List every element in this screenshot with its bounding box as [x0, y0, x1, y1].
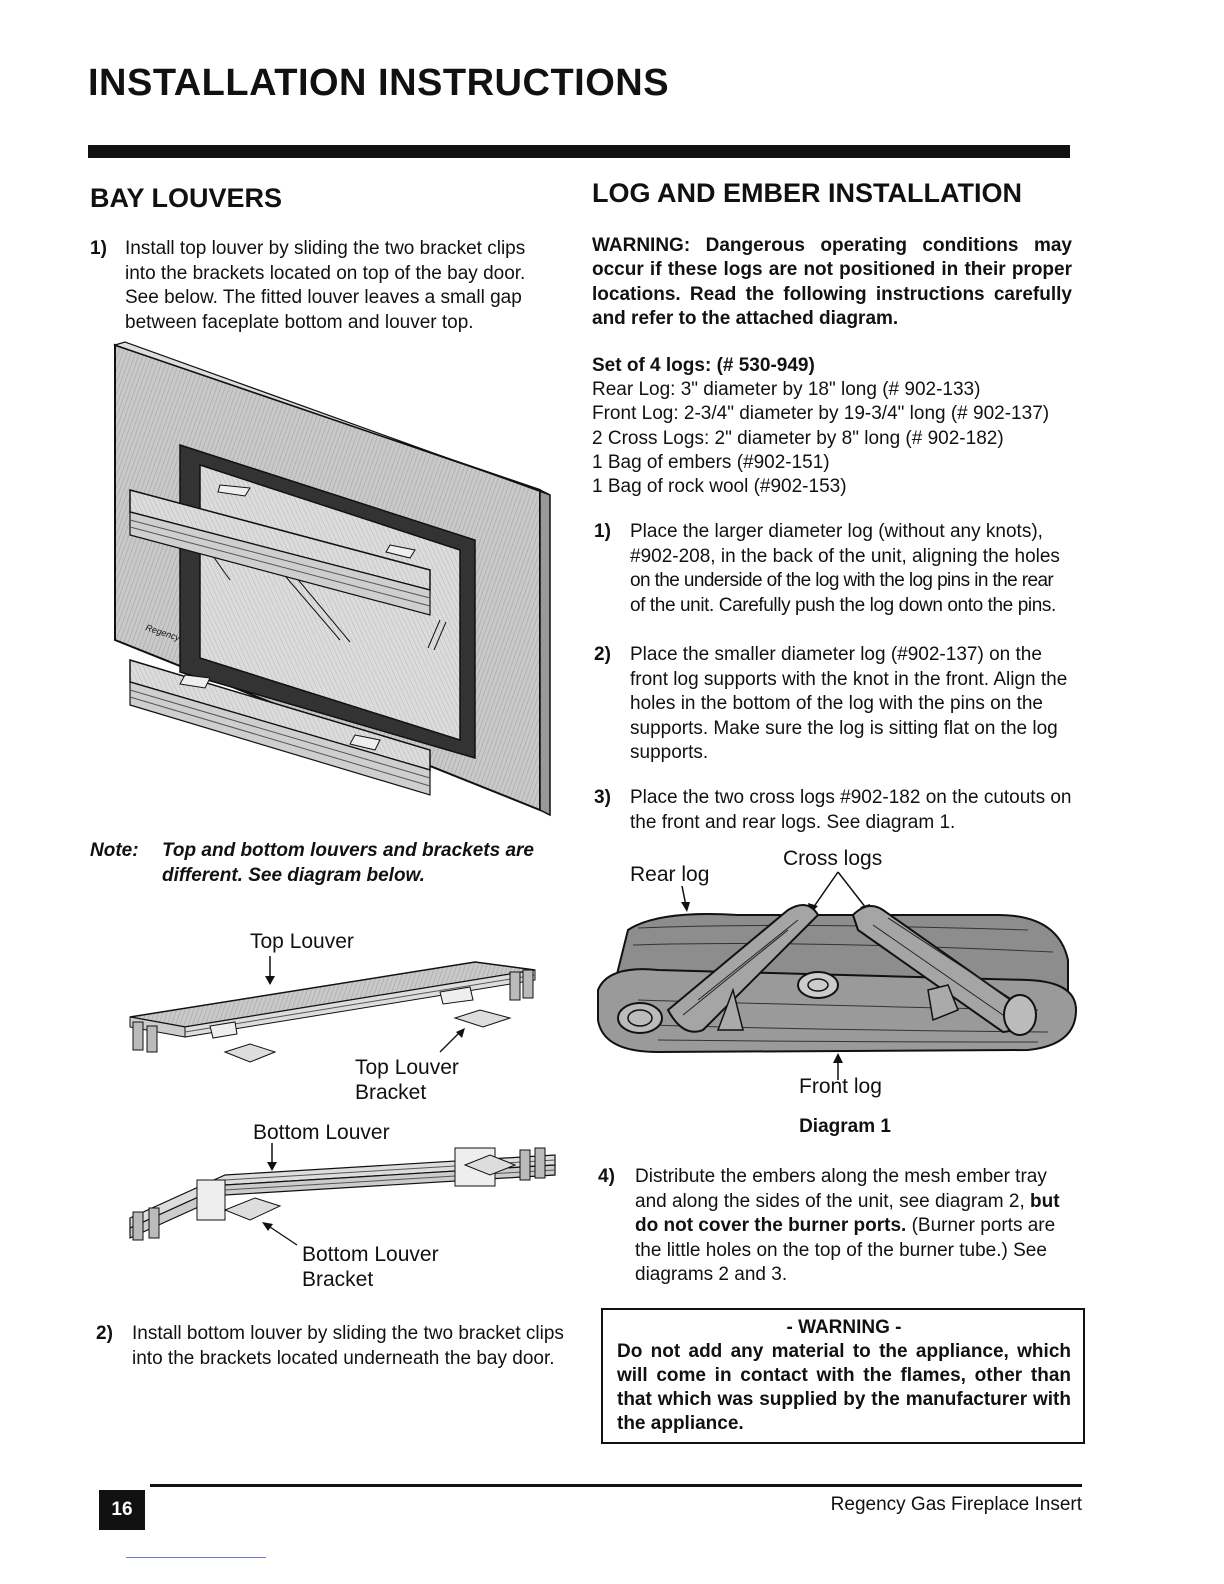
page-title: INSTALLATION INSTRUCTIONS: [88, 62, 670, 104]
text-line: into the brackets located underneath the bay door.: [132, 1347, 555, 1369]
bottom-louver-bracket-label: [302, 1242, 439, 1292]
header-rule: [88, 145, 1070, 158]
louver-note: [90, 838, 580, 888]
warning-body: Do not add any material to the appliance, which will come in contact with the flames, other than that which was supplied by the manufacturer with the appliance.: [617, 1341, 1071, 1434]
text-line: front log supports with the knot in the front. Align the: [630, 668, 1068, 690]
warning-box: [601, 1308, 1085, 1444]
step-number: 4): [598, 1166, 615, 1187]
step-number: 2): [594, 644, 611, 665]
log-set-title: Set of 4 logs: (# 530-949): [592, 355, 815, 376]
text-line: [635, 1214, 1060, 1239]
note-label: Note:: [90, 840, 139, 861]
text-line: [635, 1190, 1060, 1215]
svg-text:Regency: Regency: [144, 622, 182, 643]
text-line: See below. The fitted louver leaves a small gap: [125, 287, 522, 308]
cross-logs-label: Cross logs: [783, 847, 883, 870]
log-warning-text: WARNING: Dangerous operating conditions may occur if these logs are not positioned in their proper locations. Read the following instructions carefully and refer to the attached diagram.: [592, 235, 1072, 329]
label-line: Bottom Louver: [302, 1243, 439, 1266]
fireplace-insert-illustration: [110, 340, 550, 818]
text-emphasis: do not cover the burner ports.: [635, 1215, 907, 1236]
text-line: Distribute the embers along the mesh ember tray: [635, 1166, 1047, 1187]
note-text: Top and bottom louvers and brackets are: [162, 840, 534, 861]
text-line: of the unit. Carefully push the log down onto the pins.: [630, 594, 1056, 616]
log-set-list: [592, 354, 1049, 499]
front-log-label: Front log: [799, 1075, 882, 1098]
log-set-item: 2 Cross Logs: 2" diameter by 8" long (# 902-182): [592, 427, 1004, 449]
text-line: the little holes on the top of the burner tube.) See: [635, 1239, 1047, 1261]
top-louver-diagram: [125, 952, 545, 1072]
text-line: #902-208, in the back of the unit, aligning the holes: [630, 545, 1060, 567]
text-line: supports. Make sure the log is sitting flat on the log: [630, 717, 1058, 739]
log-arrangement-diagram: [598, 870, 1078, 1078]
text-part: and along the sides of the unit, see diagram 2,: [635, 1190, 1031, 1212]
text-line: diagrams 2 and 3.: [635, 1264, 788, 1285]
text-part: (Burner ports are: [906, 1215, 1056, 1236]
log-ember-heading: LOG AND EMBER INSTALLATION: [592, 178, 1022, 208]
step-number: 1): [90, 238, 107, 259]
page-number: 16: [99, 1490, 145, 1530]
note-text: different. See diagram below.: [162, 865, 425, 886]
step-number: 2): [96, 1323, 113, 1344]
bottom-louver-diagram: [125, 1140, 565, 1250]
top-louver-label: Top Louver: [250, 930, 354, 953]
text-line: holes in the bottom of the log with the pins on the: [630, 693, 1043, 714]
text-line: Install bottom louver by sliding the two bracket clips: [132, 1323, 564, 1344]
label-line: Top Louver: [355, 1056, 459, 1079]
footer-title: Regency Gas Fireplace Insert: [830, 1494, 1082, 1515]
text-line: Place the two cross logs #902-182 on the cutouts on: [630, 787, 1072, 808]
text-line: Place the smaller diameter log (#902-137) on the: [630, 644, 1042, 665]
diagram-caption: Diagram 1: [799, 1116, 891, 1137]
log-set-item: 1 Bag of embers (#902-151): [592, 451, 830, 473]
text-line: Place the larger diameter log (without any knots),: [630, 521, 1043, 542]
bay-louvers-heading: BAY LOUVERS: [90, 183, 283, 213]
top-louver-bracket-label: [355, 1055, 459, 1105]
text-line: the front and rear logs. See diagram 1.: [630, 811, 956, 833]
step-number: 1): [594, 521, 611, 542]
label-line: Bracket: [302, 1268, 374, 1291]
label-line: Bracket: [355, 1081, 427, 1104]
bottom-louver-label: Bottom Louver: [253, 1121, 390, 1144]
text-line: on the underside of the log with the log pins in the rear: [630, 570, 1054, 591]
log-set-item: 1 Bag of rock wool (#902-153): [592, 476, 847, 498]
rear-log-label: Rear log: [630, 863, 710, 886]
warning-title: - WARNING -: [786, 1317, 902, 1338]
log-set-item: Front Log: 2-3/4" diameter by 19-3/4" long (# 902-137): [592, 403, 1050, 425]
step-number: 3): [594, 787, 611, 808]
text-emphasis: but: [1030, 1190, 1060, 1212]
footer-rule: [150, 1484, 1082, 1487]
text-line: between faceplate bottom and louver top.: [125, 311, 474, 333]
bottom-underline: [126, 1557, 266, 1558]
text-line: supports.: [630, 742, 709, 763]
log-set-item: Rear Log: 3" diameter by 18" long (# 902-133): [592, 379, 981, 401]
text-line: Install top louver by sliding the two bracket clips: [125, 238, 526, 259]
text-line: into the brackets located on top of the bay door.: [125, 262, 526, 284]
